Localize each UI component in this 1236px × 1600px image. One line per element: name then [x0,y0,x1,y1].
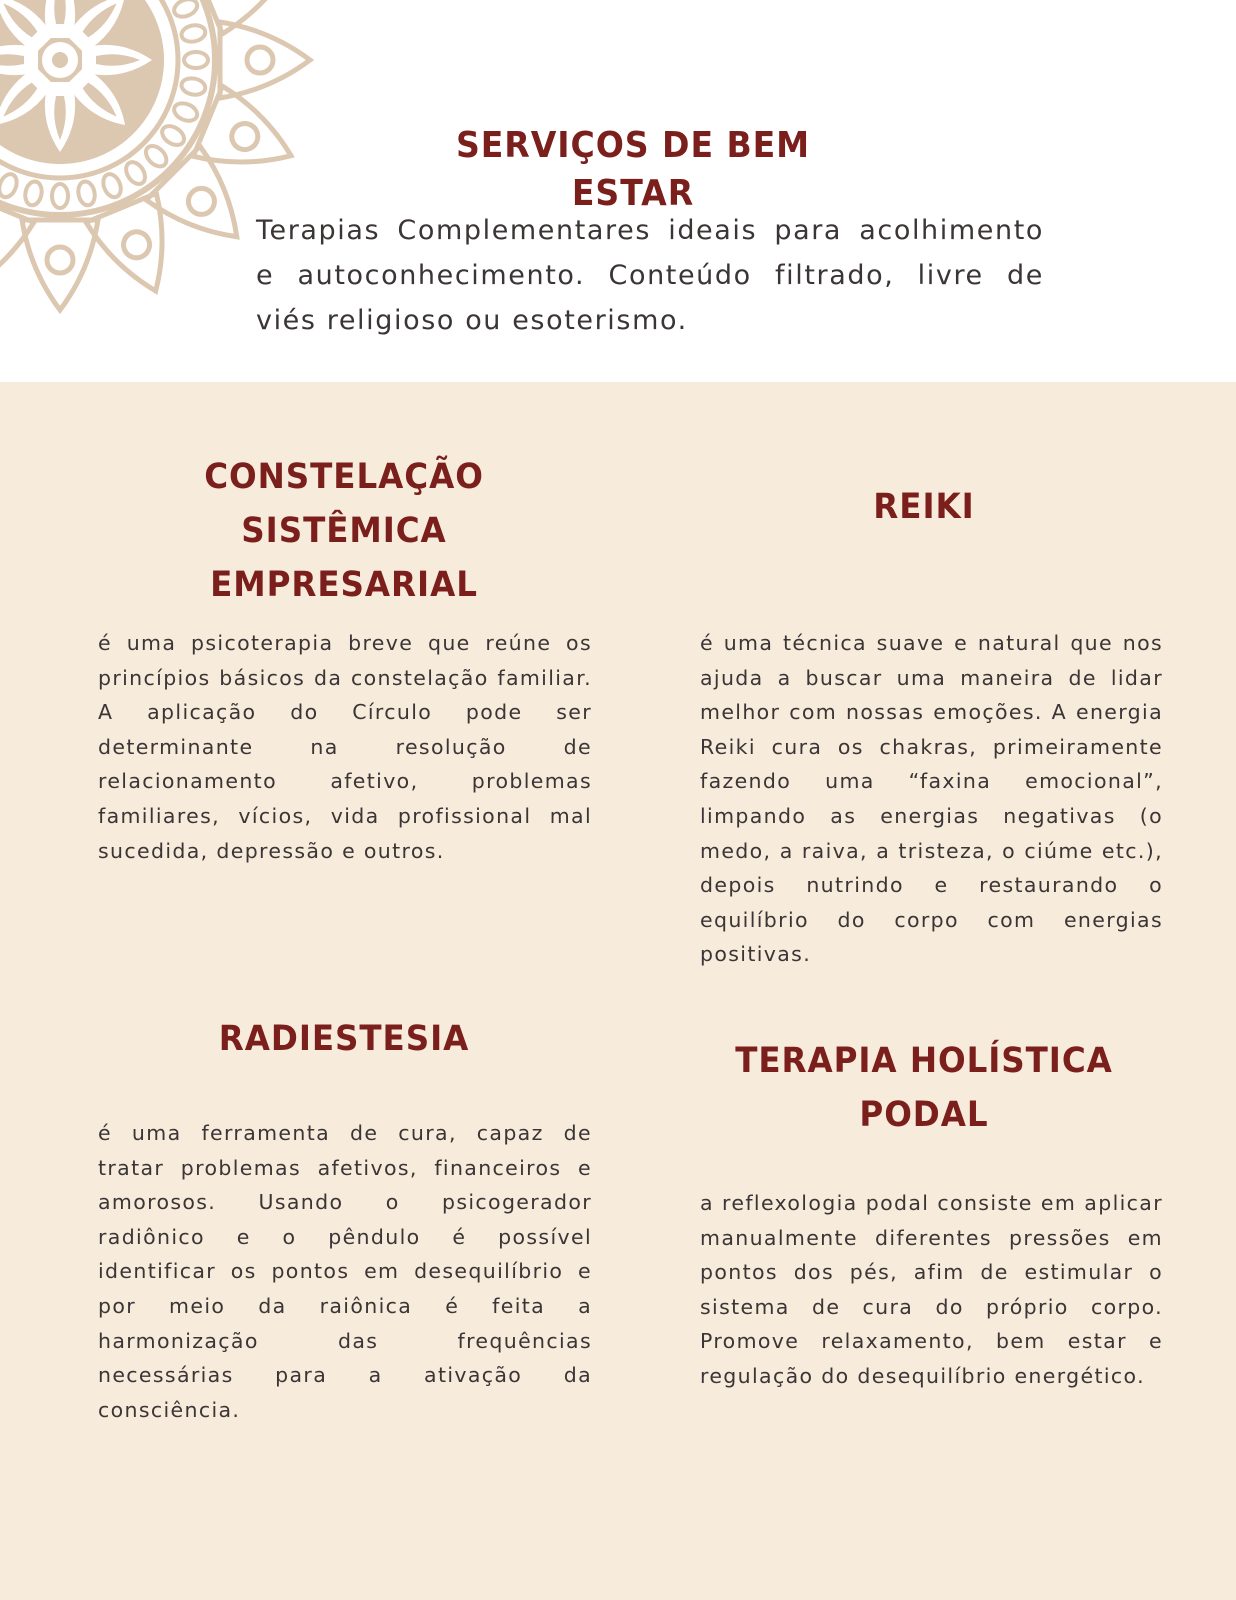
service-text-radiestesia: é uma ferramenta de cura, capaz de tratar problemas afetivos, financeiros e amorosos. Usando o psicogerador radiônico e o pêndulo é possível identificar os pontos em desequilíbrio e por meio da raiônica é feita a harmonização das frequências necessárias para a ativação da consciência. [98,1121,592,1422]
mandala-bead [180,23,207,43]
mandala-bead [23,180,43,207]
mandala-bead [171,100,199,124]
service-text-terapia-podal: a reflexologia podal consiste em aplicar manualmente diferentes pressões em pontos dos pés, afim de estimular o sistema de cura do próprio corpo. Promove relaxamento, bem estar e regulação do desequilíbrio energético. [700,1191,1163,1388]
mandala-center-dot [52,52,68,68]
mandala-petal-dot [183,183,220,220]
mandala-petal-dot [228,120,262,154]
mandala-bead [171,0,199,20]
mandala-petal-dot [47,247,73,273]
mandala-petal-vein [0,54,24,66]
service-title-reiki: REIKI [873,487,975,527]
service-text-constelacao: é uma psicoterapia breve que reúne os princípios básicos da constelação familiar. A aplicação do Círculo pode ser determinante na resolução de relacionamento afetivo, problemas familiares, vícios, vida profissional mal sucedida, depressão e outros. [98,631,592,863]
mandala-bead [122,159,149,188]
mandala-outer-petal [220,22,310,98]
service-title-constelacao: CONSTELAÇÃO SISTÊMICA EMPRESARIAL [204,457,484,605]
intro-text: Terapias Complementares ideais para acolhimento e autoconhecimento. Conteúdo filtrado, livre de viés religioso ou esoterismo. [256,215,1044,336]
mandala-bead [100,171,124,199]
mandala-bead [184,52,208,68]
service-title-radiestesia: RADIESTESIA [218,1019,470,1059]
mandala-outer-petal [22,220,98,310]
mandala-petal-dot [120,228,154,262]
mandala-bead [159,122,188,149]
page-title: SERVIÇOS DE BEM ESTAR [455,125,811,214]
mandala-bead [142,142,170,170]
mandala-petal-vein [54,0,66,24]
mandala-bead [180,76,207,96]
service-text-reiki: é uma técnica suave e natural que nos ajuda a buscar uma maneira de lidar melhor com nossas emoções. A energia Reiki cura os chakras, primeiramente fazendo uma “faxina emocional”, limpando as energias negativas (o medo, a raiva, a tristeza, o ciúme etc.), depois nutrindo e restaurando o equilíbrio do corpo com energias positivas. [700,631,1163,967]
mandala-bead [76,180,96,207]
mandala-petal-dot [247,47,273,73]
service-title-terapia-podal: TERAPIA HOLÍSTICA PODAL [735,1041,1113,1135]
mandala-bead [0,171,20,199]
mandala-bead [52,184,68,208]
